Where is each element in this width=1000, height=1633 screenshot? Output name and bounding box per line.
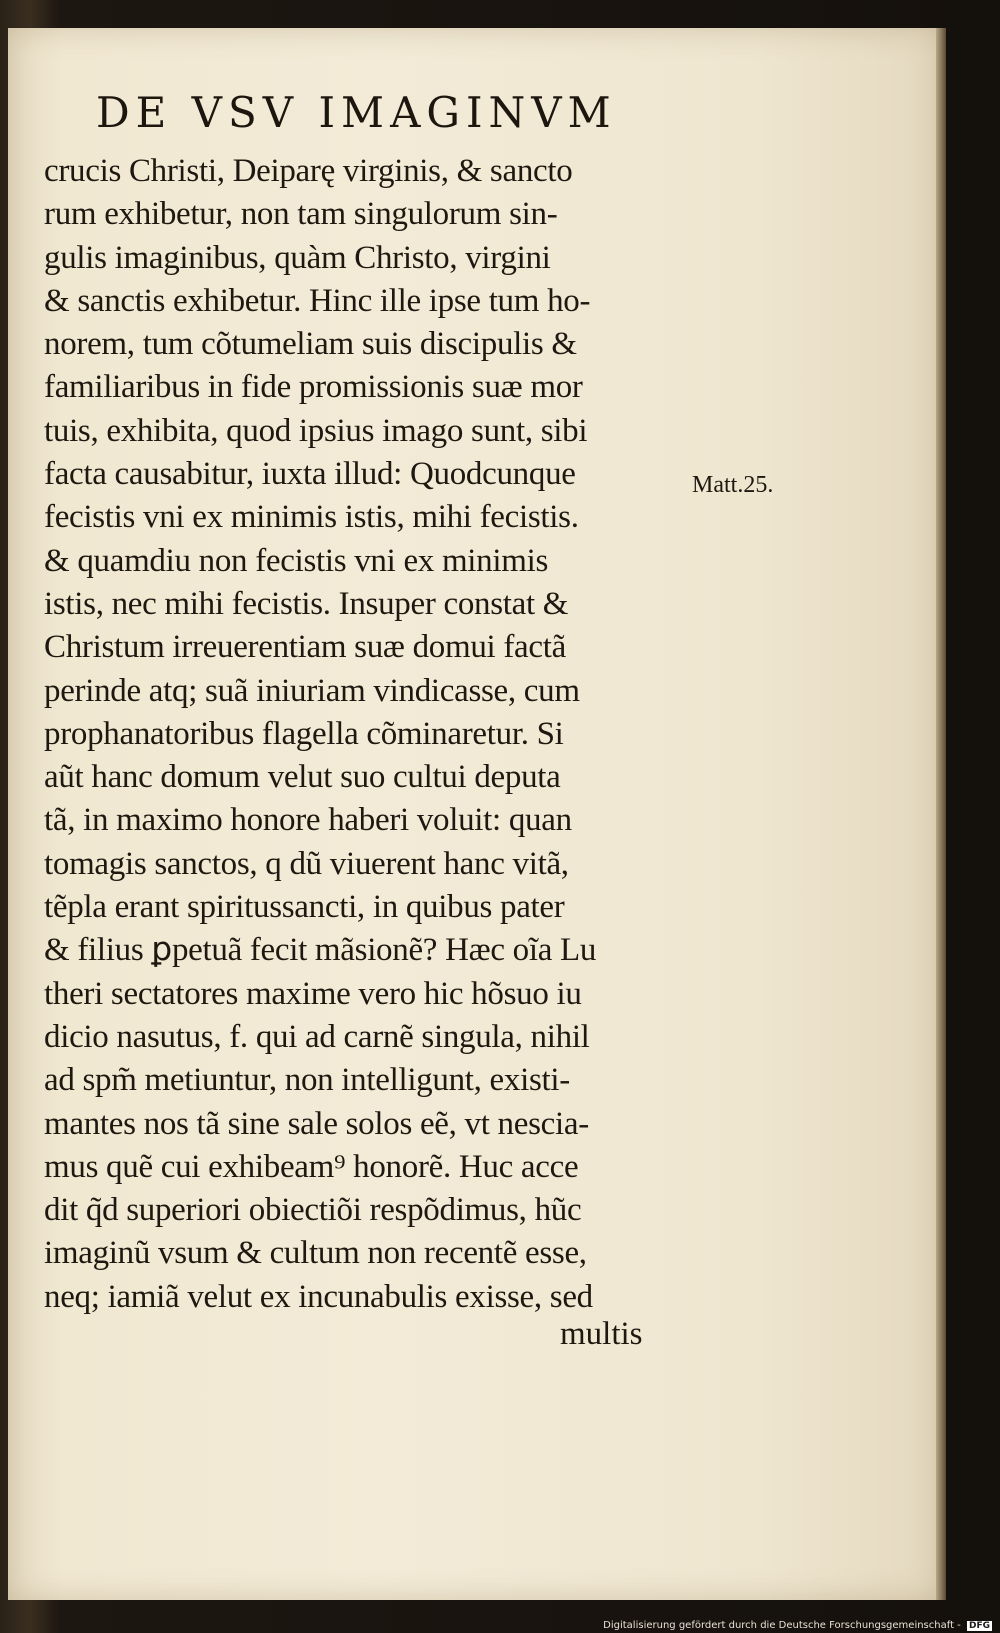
text-line: tomagis sanctos, q dũ viuerent hanc vitã, <box>44 845 569 882</box>
text-line: fecistis vni ex minimis istis, mihi fecistis. <box>44 499 579 536</box>
text-line: gulis imaginibus, quàm Christo, virgini <box>44 239 551 276</box>
text-line: tẽpla erant spiritussancti, in quibus pater <box>44 889 565 926</box>
dfg-logo: DFG <box>968 1621 990 1631</box>
text-line: theri sectatores maxime vero hic hõsuo iu <box>44 975 582 1012</box>
text-line: prophanatoribus flagella cõminaretur. Si <box>44 715 564 752</box>
text-line: crucis Christi, Deiparę virginis, & sancto <box>44 153 573 189</box>
text-line: imaginũ vsum & cultum non recentẽ esse, <box>44 1235 587 1272</box>
text-line: tuis, exhibita, quod ipsius imago sunt, sibi <box>44 412 588 449</box>
text-line: neq; iamiã velut ex incunabulis exisse, sed <box>44 1278 593 1315</box>
running-head: DE VSV IMAGINVM <box>96 88 617 137</box>
page-edge-shadow <box>936 28 946 1600</box>
text-line: perinde atq; suã iniuriam vindicasse, cum <box>44 672 580 709</box>
text-line: tã, in maximo honore haberi voluit: quan <box>44 802 572 839</box>
text-line: mus quẽ cui exhibeam⁹ honorẽ. Huc acce <box>44 1148 579 1185</box>
digitization-footer <box>603 1620 992 1631</box>
catchword: multis <box>560 1316 643 1352</box>
text-line: & sanctis exhibetur. Hinc ille ipse tum ho- <box>44 282 591 319</box>
marginal-note: Matt.25. <box>692 472 774 498</box>
text-line: istis, nec mihi fecistis. Insuper constat & <box>44 585 569 622</box>
text-line: aũt hanc domum velut suo cultui deputa <box>44 759 561 796</box>
text-line: & filius ꝑpetuã fecit mãsionẽ? Hæc oĩa Lu <box>44 932 597 969</box>
text-line: dicio nasutus, f. qui ad carnẽ singula, nihil <box>44 1018 590 1055</box>
body-text <box>44 150 694 1319</box>
text-line: norem, tum cõtumeliam suis discipulis & <box>44 326 577 363</box>
text-line: dit q̃d superiori obiectiõi respõdimus, hũc <box>44 1192 582 1229</box>
text-line: ad spm̃ metiuntur, non intelligunt, existi- <box>44 1062 570 1099</box>
text-line: & quamdiu non fecistis vni ex minimis <box>44 542 549 579</box>
text-line: rum exhibetur, non tam singulorum sin- <box>44 196 558 233</box>
text-line: facta causabitur, iuxta illud: Quodcunque <box>44 456 576 493</box>
text-line: Christum irreuerentiam suæ domui factã <box>44 629 566 666</box>
text-line: familiaribus in fide promissionis suæ mor <box>44 369 583 406</box>
text-line: mantes nos tã sine sale solos eẽ, vt nescia- <box>44 1105 589 1142</box>
footer-text: Digitalisierung gefördert durch die Deutsche Forschungsgemeinschaft - <box>603 1620 961 1631</box>
